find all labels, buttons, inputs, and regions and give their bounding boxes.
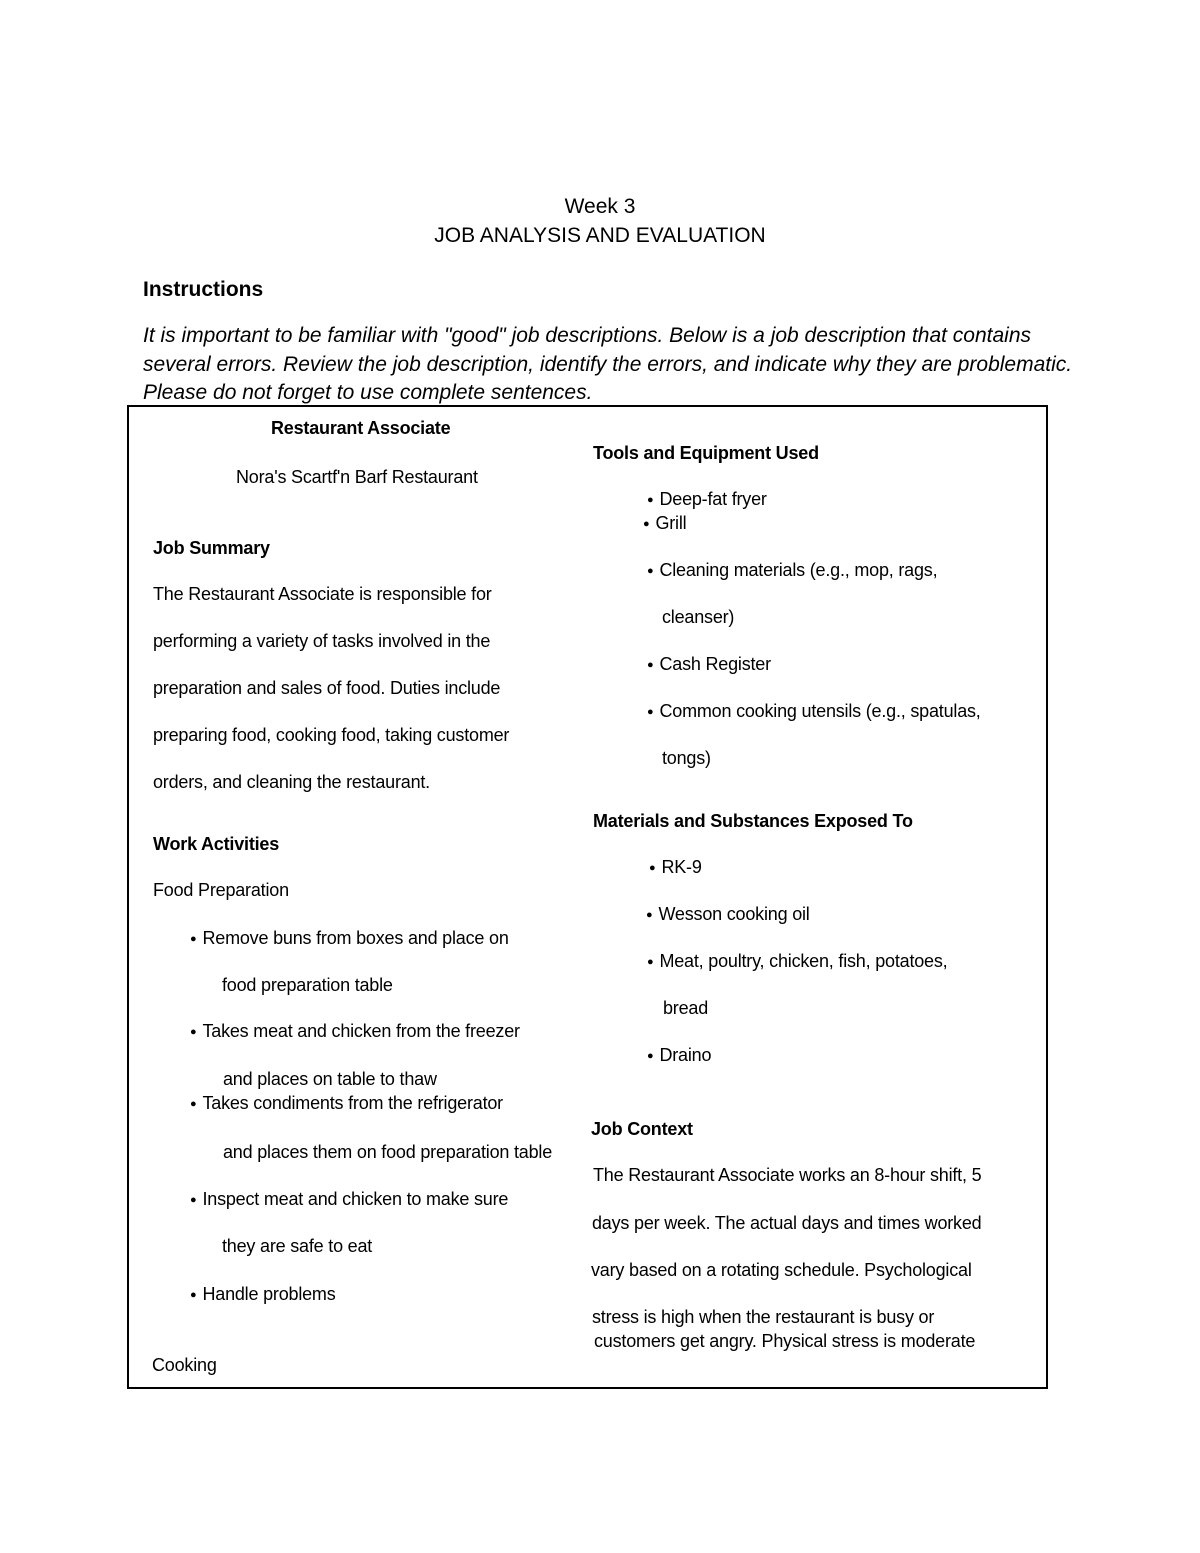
- list-item-continuation: and places them on food preparation table: [223, 1142, 553, 1162]
- tools-heading: Tools and Equipment Used: [593, 443, 819, 463]
- materials-heading: Materials and Substances Exposed To: [593, 811, 913, 831]
- list-item: ● Inspect meat and chicken to make sure: [190, 1189, 508, 1210]
- list-item: ● RK-9: [649, 857, 702, 878]
- context-line: stress is high when the restaurant is busy or: [592, 1307, 935, 1327]
- food-preparation-subheading: Food Preparation: [153, 880, 289, 900]
- list-item: ● Handle problems: [190, 1284, 336, 1305]
- list-item: ● Cash Register: [647, 654, 771, 675]
- summary-line: preparation and sales of food. Duties include: [153, 678, 501, 698]
- week-heading: Week 3: [564, 195, 636, 218]
- list-item: ● Takes meat and chicken from the freezer: [190, 1021, 520, 1042]
- summary-line: The Restaurant Associate is responsible for: [153, 584, 492, 604]
- list-item-continuation: tongs): [662, 748, 711, 768]
- summary-line: preparing food, cooking food, taking customer: [153, 725, 510, 745]
- summary-line: performing a variety of tasks involved in the: [153, 631, 491, 651]
- list-item: ● Wesson cooking oil: [646, 904, 810, 925]
- summary-line: orders, and cleaning the restaurant.: [153, 772, 430, 792]
- list-item: ● Takes condiments from the refrigerator: [190, 1093, 503, 1114]
- list-item: ● Meat, poultry, chicken, fish, potatoes,: [647, 951, 947, 972]
- list-item: ● Draino: [647, 1045, 711, 1066]
- list-item: ● Cleaning materials (e.g., mop, rags,: [647, 560, 937, 581]
- list-item: ● Deep-fat fryer: [647, 489, 767, 510]
- context-line: days per week. The actual days and times worked: [592, 1213, 982, 1233]
- list-item-continuation: and places on table to thaw: [223, 1069, 437, 1089]
- cooking-subheading: Cooking: [152, 1355, 217, 1375]
- document-title: JOB ANALYSIS AND EVALUATION: [434, 224, 766, 247]
- list-item: ● Remove buns from boxes and place on: [190, 928, 509, 949]
- context-line: The Restaurant Associate works an 8-hour shift, 5: [593, 1165, 982, 1185]
- job-summary-heading: Job Summary: [153, 538, 270, 558]
- list-item-continuation: they are safe to eat: [222, 1236, 373, 1256]
- instructions-text: It is important to be familiar with "good" job descriptions. Below is a job description that contains several errors. Review the job description, identify the errors, and indicate why they are problematic. Please do not forget to use complete sentences.: [143, 324, 1073, 404]
- work-activities-heading: Work Activities: [153, 834, 280, 854]
- list-item: ● Common cooking utensils (e.g., spatulas,: [647, 701, 981, 722]
- context-line: customers get angry. Physical stress is moderate: [594, 1331, 976, 1351]
- instructions-heading: Instructions: [143, 278, 264, 301]
- list-item-continuation: bread: [663, 998, 709, 1018]
- list-item: ● Grill: [643, 513, 686, 534]
- position-title: Restaurant Associate: [271, 418, 451, 438]
- list-item-continuation: cleanser): [662, 607, 735, 627]
- context-line: vary based on a rotating schedule. Psychological: [591, 1260, 972, 1280]
- company-name: Nora's Scartf'n Barf Restaurant: [236, 467, 478, 487]
- list-item-continuation: food preparation table: [222, 975, 393, 995]
- job-context-heading: Job Context: [591, 1119, 693, 1139]
